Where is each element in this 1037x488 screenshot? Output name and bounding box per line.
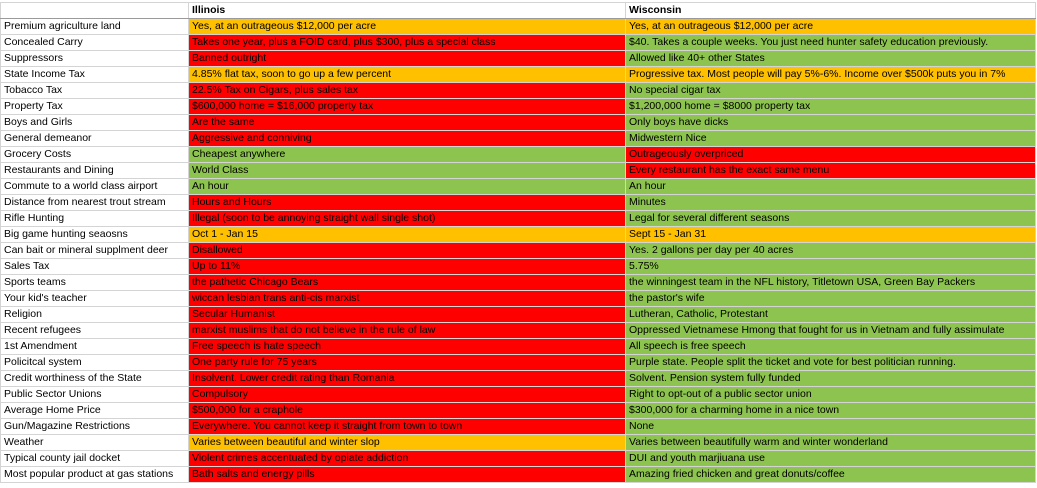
wisconsin-cell[interactable]: $40. Takes a couple weeks. You just need hunter safety education previously.	[626, 35, 1036, 51]
table-row	[1, 195, 1036, 211]
wisconsin-cell[interactable]: All speech is free speech	[626, 339, 1036, 355]
row-label-cell[interactable]: Sports teams	[1, 275, 189, 291]
table-row	[1, 147, 1036, 163]
illinois-cell[interactable]: Insolvent. Lower credit rating than Romania	[189, 371, 626, 387]
row-label-cell[interactable]: Boys and Girls	[1, 115, 189, 131]
row-label-cell[interactable]: General demeanor	[1, 131, 189, 147]
illinois-cell[interactable]: Cheapest anywhere	[189, 147, 626, 163]
illinois-cell[interactable]: Disallowed	[189, 243, 626, 259]
illinois-cell[interactable]: Yes, at an outrageous $12,000 per acre	[189, 19, 626, 35]
wisconsin-cell[interactable]: Solvent. Pension system fully funded	[626, 371, 1036, 387]
row-label-cell[interactable]: Property Tax	[1, 99, 189, 115]
row-label-cell[interactable]: Average Home Price	[1, 403, 189, 419]
table-row	[1, 339, 1036, 355]
illinois-cell[interactable]: 22.5% Tax on Cigars, plus sales tax	[189, 83, 626, 99]
wisconsin-cell[interactable]: Yes. 2 gallons per day per 40 acres	[626, 243, 1036, 259]
row-label-cell[interactable]: Typical county jail docket	[1, 451, 189, 467]
illinois-cell[interactable]: Everywhere. You cannot keep it straight from town to town	[189, 419, 626, 435]
wisconsin-cell[interactable]: Every restaurant has the exact same menu	[626, 163, 1036, 179]
table-row	[1, 227, 1036, 243]
wisconsin-cell[interactable]: Right to opt-out of a public sector union	[626, 387, 1036, 403]
wisconsin-cell[interactable]: $300,000 for a charming home in a nice town	[626, 403, 1036, 419]
row-label-cell[interactable]: Distance from nearest trout stream	[1, 195, 189, 211]
row-label-cell[interactable]: Public Sector Unions	[1, 387, 189, 403]
header-row	[1, 3, 1036, 19]
illinois-cell[interactable]: $600,000 home = $16,000 property tax	[189, 99, 626, 115]
row-label-cell[interactable]: Concealed Carry	[1, 35, 189, 51]
row-label-cell[interactable]: Sales Tax	[1, 259, 189, 275]
illinois-cell[interactable]: Are the same	[189, 115, 626, 131]
table-row	[1, 259, 1036, 275]
illinois-cell[interactable]: One party rule for 75 years	[189, 355, 626, 371]
illinois-cell[interactable]: Varies between beautiful and winter slop	[189, 435, 626, 451]
table-row	[1, 371, 1036, 387]
header-wisconsin-cell[interactable]: Wisconsin	[626, 3, 1036, 19]
table-row	[1, 243, 1036, 259]
row-label-cell[interactable]: Tobacco Tax	[1, 83, 189, 99]
wisconsin-cell[interactable]: Progressive tax. Most people will pay 5%-6%. Income over $500k puts you in 7%	[626, 67, 1036, 83]
row-label-cell[interactable]: State Income Tax	[1, 67, 189, 83]
table-row	[1, 67, 1036, 83]
wisconsin-cell[interactable]: Sept 15 - Jan 31	[626, 227, 1036, 243]
illinois-cell[interactable]: wiccan lesbian trans anti-cis marxist	[189, 291, 626, 307]
illinois-cell[interactable]: Free speech is hate speech	[189, 339, 626, 355]
wisconsin-cell[interactable]: the pastor's wife	[626, 291, 1036, 307]
wisconsin-cell[interactable]: Oppressed Vietnamese Hmong that fought for us in Vietnam and fully assimulate	[626, 323, 1036, 339]
table-row	[1, 451, 1036, 467]
illinois-cell[interactable]: marxist muslims that do not believe in the rule of law	[189, 323, 626, 339]
table-row	[1, 51, 1036, 67]
row-label-cell[interactable]: Grocery Costs	[1, 147, 189, 163]
table-row	[1, 355, 1036, 371]
illinois-cell[interactable]: the pathetic Chicago Bears	[189, 275, 626, 291]
illinois-cell[interactable]: Takes one year, plus a FOID card, plus $300, plus a special class	[189, 35, 626, 51]
table-row	[1, 211, 1036, 227]
row-label-cell[interactable]: Weather	[1, 435, 189, 451]
row-label-cell[interactable]: Credit worthiness of the State	[1, 371, 189, 387]
wisconsin-cell[interactable]: None	[626, 419, 1036, 435]
illinois-cell[interactable]: 4.85% flat tax, soon to go up a few percent	[189, 67, 626, 83]
illinois-cell[interactable]: Aggressive and conniving	[189, 131, 626, 147]
wisconsin-cell[interactable]: the winningest team in the NFL history, Titletown USA, Green Bay Packers	[626, 275, 1036, 291]
wisconsin-cell[interactable]: DUI and youth marjiuana use	[626, 451, 1036, 467]
table-row	[1, 83, 1036, 99]
illinois-cell[interactable]: Up to 11%	[189, 259, 626, 275]
row-label-cell[interactable]: Restaurants and Dining	[1, 163, 189, 179]
row-label-cell[interactable]: Can bait or mineral supplment deer	[1, 243, 189, 259]
wisconsin-cell[interactable]: Purple state. People split the ticket and vote for best politician running.	[626, 355, 1036, 371]
row-label-cell[interactable]: Premium agriculture land	[1, 19, 189, 35]
row-label-cell[interactable]: Policitcal system	[1, 355, 189, 371]
wisconsin-cell[interactable]: Yes, at an outrageous $12,000 per acre	[626, 19, 1036, 35]
illinois-cell[interactable]: Bath salts and energy pills	[189, 467, 626, 483]
wisconsin-cell[interactable]: $1,200,000 home = $8000 property tax	[626, 99, 1036, 115]
table-row	[1, 323, 1036, 339]
table-row	[1, 19, 1036, 35]
table-row	[1, 419, 1036, 435]
wisconsin-cell[interactable]: Varies between beautifully warm and winter wonderland	[626, 435, 1036, 451]
wisconsin-cell[interactable]: Minutes	[626, 195, 1036, 211]
wisconsin-cell[interactable]: Allowed like 40+ other States	[626, 51, 1036, 67]
table-row	[1, 291, 1036, 307]
illinois-cell[interactable]: An hour	[189, 179, 626, 195]
sheet-header	[1, 3, 1036, 19]
table-row	[1, 307, 1036, 323]
table-row	[1, 275, 1036, 291]
table-row	[1, 99, 1036, 115]
table-row	[1, 435, 1036, 451]
wisconsin-cell[interactable]: 5.75%	[626, 259, 1036, 275]
row-label-cell[interactable]: Commute to a world class airport	[1, 179, 189, 195]
row-label-cell[interactable]: Big game hunting seaosns	[1, 227, 189, 243]
wisconsin-cell[interactable]: Only boys have dicks	[626, 115, 1036, 131]
illinois-cell[interactable]: Illegal (soon to be annoying straight wall single shot)	[189, 211, 626, 227]
illinois-cell[interactable]: Secular Humanist	[189, 307, 626, 323]
table-row	[1, 403, 1036, 419]
row-label-cell[interactable]: Recent refugees	[1, 323, 189, 339]
table-row	[1, 179, 1036, 195]
table-row	[1, 115, 1036, 131]
wisconsin-cell[interactable]: An hour	[626, 179, 1036, 195]
wisconsin-cell[interactable]: Lutheran, Catholic, Protestant	[626, 307, 1036, 323]
illinois-cell[interactable]: $500,000 for a craphole	[189, 403, 626, 419]
wisconsin-cell[interactable]: Outrageously overpriced	[626, 147, 1036, 163]
table-row	[1, 35, 1036, 51]
header-illinois-cell[interactable]: Illinois	[189, 3, 626, 19]
illinois-cell[interactable]: Compulsory	[189, 387, 626, 403]
illinois-cell[interactable]: Banned outright	[189, 51, 626, 67]
header-corner-cell[interactable]	[1, 3, 189, 19]
row-label-cell[interactable]: Gun/Magazine Restrictions	[1, 419, 189, 435]
comparison-sheet	[0, 2, 1036, 483]
illinois-cell[interactable]: Violent crimes accentuated by opiate addiction	[189, 451, 626, 467]
row-label-cell[interactable]: 1st Amendment	[1, 339, 189, 355]
illinois-cell[interactable]: Oct 1 - Jan 15	[189, 227, 626, 243]
wisconsin-cell[interactable]: No special cigar tax	[626, 83, 1036, 99]
table-row	[1, 387, 1036, 403]
table-row	[1, 163, 1036, 179]
row-label-cell[interactable]: Most popular product at gas stations	[1, 467, 189, 483]
wisconsin-cell[interactable]: Legal for several different seasons	[626, 211, 1036, 227]
illinois-cell[interactable]: World Class	[189, 163, 626, 179]
wisconsin-cell[interactable]: Amazing fried chicken and great donuts/coffee	[626, 467, 1036, 483]
table-row	[1, 131, 1036, 147]
wisconsin-cell[interactable]: Midwestern Nice	[626, 131, 1036, 147]
row-label-cell[interactable]: Suppressors	[1, 51, 189, 67]
table-row	[1, 467, 1036, 483]
row-label-cell[interactable]: Rifle Hunting	[1, 211, 189, 227]
row-label-cell[interactable]: Religion	[1, 307, 189, 323]
sheet-body	[1, 19, 1036, 483]
illinois-cell[interactable]: Hours and Hours	[189, 195, 626, 211]
row-label-cell[interactable]: Your kid's teacher	[1, 291, 189, 307]
